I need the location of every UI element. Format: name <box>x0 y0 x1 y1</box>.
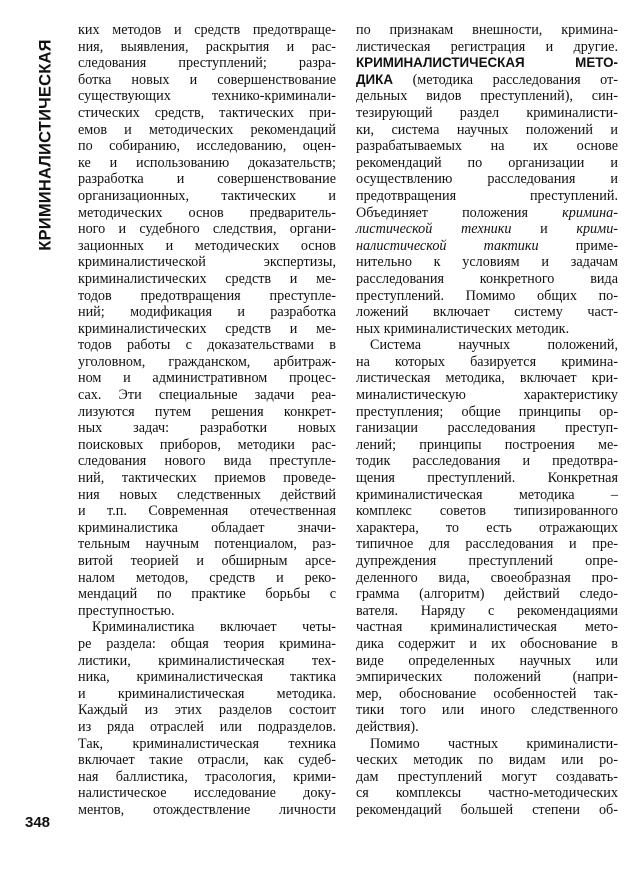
text-line <box>78 619 336 636</box>
text-line <box>78 155 336 172</box>
text-run: ся комплексы частно-методических <box>356 785 618 802</box>
text-line <box>356 354 618 371</box>
text-run: ная баллистика, трасология, крими- <box>78 768 336 785</box>
text-line <box>78 122 336 139</box>
text-run: и <box>511 221 577 238</box>
text-run: ния, выявления, раскрытия и рас- <box>78 38 336 55</box>
text-line <box>78 785 336 802</box>
text-line <box>356 487 618 504</box>
text-run: ре раздела: общая теория кримина- <box>78 635 336 652</box>
text-run: нительно к условиям и задачам <box>356 254 618 271</box>
text-run: действия). <box>356 718 419 735</box>
text-run: лений; принципы построения ме- <box>356 436 618 453</box>
text-run: поисковых приборов, методики рас- <box>78 436 336 453</box>
text-line <box>78 420 336 437</box>
text-run: сах. Эти специальные задачи реа- <box>78 387 336 404</box>
text-line <box>78 238 336 255</box>
text-run: тельным научным потенциалом, раз- <box>78 536 336 553</box>
text-run: листики, криминалистическая тех- <box>78 652 336 669</box>
right-column <box>356 22 618 819</box>
text-line <box>78 520 336 537</box>
text-line <box>356 785 618 802</box>
text-run: на которых базируется кримина- <box>356 353 618 370</box>
running-head-text: КРИМИНАЛИСТИЧЕСКАЯ <box>36 39 55 251</box>
text-line <box>78 719 336 736</box>
text-line <box>356 570 618 587</box>
text-line <box>356 55 618 72</box>
text-line <box>356 536 618 553</box>
text-run: включает такие отрасли, как судеб- <box>78 752 336 769</box>
text-run: тодов предотвращения преступле- <box>78 287 336 304</box>
text-run: организационных, тактических и <box>78 187 336 204</box>
text-line <box>78 304 336 321</box>
text-line <box>78 686 336 703</box>
text-run: ния новых следственных действий <box>78 486 336 503</box>
text-line <box>356 22 618 39</box>
text-run: деленного вида, своеобразная про- <box>356 569 618 586</box>
text-line <box>78 553 336 570</box>
text-line <box>78 22 336 39</box>
text-run: методических основ предваритель- <box>78 204 336 221</box>
term-heading: КРИМИНАЛИСТИЧЕСКАЯ МЕТО- <box>356 55 618 71</box>
text-line <box>356 653 618 670</box>
text-run: ных задач: разработки новых <box>78 420 336 437</box>
text-line <box>78 503 336 520</box>
text-line <box>78 171 336 188</box>
text-line <box>356 470 618 487</box>
text-run: криминалистической экспертизы, <box>78 254 336 271</box>
text-line <box>78 321 336 338</box>
text-run: миналистическую характеристику <box>356 387 618 404</box>
text-run: уголовном, гражданском, арбитраж- <box>78 353 336 370</box>
text-run: налом методов, средств и реко- <box>78 569 336 586</box>
text-run: и т.п. Современная отечественная <box>78 503 336 520</box>
text-line <box>356 370 618 387</box>
text-line <box>78 404 336 421</box>
text-run: дельных видов преступлений), син- <box>356 88 618 105</box>
text-line <box>78 669 336 686</box>
text-run: щения преступлений. Конкретная <box>356 470 618 487</box>
text-run: криминалистических средств и ме- <box>78 320 336 337</box>
text-run: осуществлению расследования и <box>356 171 618 188</box>
text-line <box>78 752 336 769</box>
text-run: следования преступлений; разра- <box>78 55 336 72</box>
text-run: разрабатываемых на их основе <box>356 138 618 155</box>
text-line <box>356 105 618 122</box>
text-run: Криминалистика включает четы- <box>92 619 336 636</box>
text-line <box>356 586 618 603</box>
text-line <box>356 752 618 769</box>
text-run: дам преступлений могут создавать- <box>356 768 618 785</box>
text-line <box>78 138 336 155</box>
text-run: частная криминалистическая мето- <box>356 619 618 636</box>
text-line <box>356 138 618 155</box>
text-line <box>356 387 618 404</box>
text-line <box>78 736 336 753</box>
text-run: ботка новых и совершенствование <box>78 71 336 88</box>
text-run: ном и административном процес- <box>78 370 336 387</box>
italic-text: листической техники <box>356 221 512 238</box>
text-line <box>78 570 336 587</box>
text-run: ке и использованию доказательств; <box>78 154 336 171</box>
text-run: предотвращения преступлений. <box>356 187 618 204</box>
text-run: ких методов и средств предотвраще- <box>78 22 336 38</box>
page-number: 348 <box>25 814 51 831</box>
text-line <box>356 88 618 105</box>
text-line <box>78 487 336 504</box>
text-run: типичное для расследования и пре- <box>356 536 618 553</box>
text-run: лизуются путем решения конкрет- <box>78 403 336 420</box>
text-line <box>78 354 336 371</box>
text-run: рекомендаций по организации и <box>356 154 618 171</box>
text-run: эмпирических положений (напри- <box>356 669 618 686</box>
text-run: криминалистика обладает значи- <box>78 519 336 536</box>
italic-text: налистической тактики <box>356 237 539 254</box>
text-run: ного и судебного следствия, органи- <box>78 221 336 238</box>
text-line <box>356 404 618 421</box>
text-line <box>356 719 618 736</box>
text-run: мендаций по практике борьбы с <box>78 586 336 603</box>
text-line <box>78 387 336 404</box>
text-run: Объединяет положения <box>356 204 563 221</box>
text-run: существующих технико-криминали- <box>78 88 336 105</box>
text-line <box>356 122 618 139</box>
text-run: преступностью. <box>78 602 175 619</box>
text-run: по собиранию, исследованию, оцен- <box>78 138 336 155</box>
text-run: приме- <box>538 237 618 254</box>
text-run: тодик расследования и предотвра- <box>356 453 618 470</box>
text-line <box>356 736 618 753</box>
text-run: листическая регистрация и другие. <box>356 38 618 55</box>
text-line <box>356 337 618 354</box>
running-head <box>28 20 64 270</box>
text-run: комплекс советов типизированного <box>356 503 618 520</box>
text-run: дика содержит и их обоснование в <box>356 635 618 652</box>
italic-text: крими- <box>576 221 619 238</box>
text-run: по признакам внешности, кримина- <box>356 22 618 38</box>
text-run: грамма (алгоритм) действий следо- <box>356 586 618 603</box>
text-run: ментов, отождествление личности <box>78 801 336 818</box>
text-run: стических средств, тактических при- <box>78 104 336 121</box>
text-run: зационных и методических основ <box>78 237 336 254</box>
text-run: тезирующий раздел криминалисти- <box>356 104 618 121</box>
text-line <box>78 437 336 454</box>
text-run: листическая методика, включает кри- <box>356 370 618 387</box>
text-line <box>356 769 618 786</box>
text-line <box>78 453 336 470</box>
text-line <box>356 553 618 570</box>
text-run: Так, криминалистическая техника <box>78 735 336 752</box>
text-line <box>356 702 618 719</box>
text-line <box>356 619 618 636</box>
text-line <box>78 88 336 105</box>
text-line <box>78 221 336 238</box>
text-line <box>78 586 336 603</box>
text-line <box>356 72 618 89</box>
text-run: ки, система научных положений и <box>356 121 618 138</box>
text-run: характера, то есть отражающих <box>356 519 618 536</box>
text-line <box>356 205 618 222</box>
text-line <box>78 288 336 305</box>
text-run: тодов работы с доказательствами в <box>78 337 336 354</box>
text-line <box>356 288 618 305</box>
text-line <box>78 636 336 653</box>
text-line <box>356 669 618 686</box>
text-run: ных криминалистических методик. <box>356 320 570 337</box>
text-line <box>78 370 336 387</box>
text-run: ний, тактических приемов проведе- <box>78 470 336 487</box>
text-line <box>78 702 336 719</box>
text-run: емов и методических рекомендаций <box>78 121 336 138</box>
text-run: следования нового вида преступле- <box>78 453 336 470</box>
text-line <box>356 603 618 620</box>
text-run: Каждый из этих разделов состоит <box>78 702 336 719</box>
text-run: налистическое исследование доку- <box>78 785 336 802</box>
text-run: дупреждения преступлений опре- <box>356 553 618 569</box>
text-line <box>356 636 618 653</box>
text-run: ложений включает систему част- <box>356 304 618 321</box>
text-line <box>78 55 336 72</box>
text-line <box>356 188 618 205</box>
text-run: ний; модификация и разработка <box>78 304 336 321</box>
text-line <box>78 653 336 670</box>
text-line <box>356 503 618 520</box>
text-line <box>78 39 336 56</box>
text-run: ника, криминалистическая тактика <box>78 669 336 686</box>
text-line <box>356 39 618 56</box>
text-run: расследования конкретного вида <box>356 270 618 287</box>
text-run: криминалистических средств и ме- <box>78 270 336 287</box>
text-line <box>78 536 336 553</box>
text-line <box>356 453 618 470</box>
text-line <box>356 437 618 454</box>
text-line <box>356 520 618 537</box>
text-run: преступления; общие принципы ор- <box>356 403 618 420</box>
text-line <box>78 72 336 89</box>
text-run: витой теорией и обширным арсе- <box>78 553 336 569</box>
text-line <box>78 802 336 819</box>
text-run: и криминалистическая методика. <box>78 685 336 702</box>
text-line <box>78 271 336 288</box>
text-line <box>356 254 618 271</box>
text-line <box>78 603 336 620</box>
italic-text: кримина- <box>562 204 618 221</box>
text-line <box>78 769 336 786</box>
text-run: виде определенных научных или <box>356 652 618 669</box>
text-run: мер, обоснование особенностей так- <box>356 685 618 702</box>
text-run: ганизации расследования преступ- <box>356 420 618 437</box>
left-column <box>78 22 336 819</box>
text-line <box>356 271 618 288</box>
text-run: (методика расследования от- <box>393 71 618 88</box>
text-run: ческих методик по видам или ро- <box>356 752 618 769</box>
text-line <box>78 105 336 122</box>
text-run: криминалистическая методика – <box>356 486 618 503</box>
text-line <box>356 686 618 703</box>
text-line <box>78 205 336 222</box>
text-run: из ряда отраслей или подразделов. <box>78 718 336 735</box>
text-line <box>78 254 336 271</box>
text-line <box>356 420 618 437</box>
text-run: вателя. Наряду с рекомендациями <box>356 602 618 619</box>
text-line <box>356 221 618 238</box>
text-run: преступлений. Помимо общих по- <box>356 287 618 304</box>
text-line <box>356 171 618 188</box>
text-run: Система научных положений, <box>370 337 618 354</box>
term-heading: ДИКА <box>356 71 394 87</box>
text-line <box>356 304 618 321</box>
text-line <box>356 802 618 819</box>
text-line <box>356 155 618 172</box>
text-line <box>356 238 618 255</box>
text-line <box>78 337 336 354</box>
text-run: рекомендаций большей степени об- <box>356 801 618 818</box>
text-run: разработка и совершенствование <box>78 171 336 188</box>
text-run: Помимо частных криминалисти- <box>370 735 618 752</box>
text-run: тики того или иного следственного <box>356 702 618 719</box>
text-line <box>78 470 336 487</box>
text-line <box>78 188 336 205</box>
text-line <box>356 321 618 338</box>
